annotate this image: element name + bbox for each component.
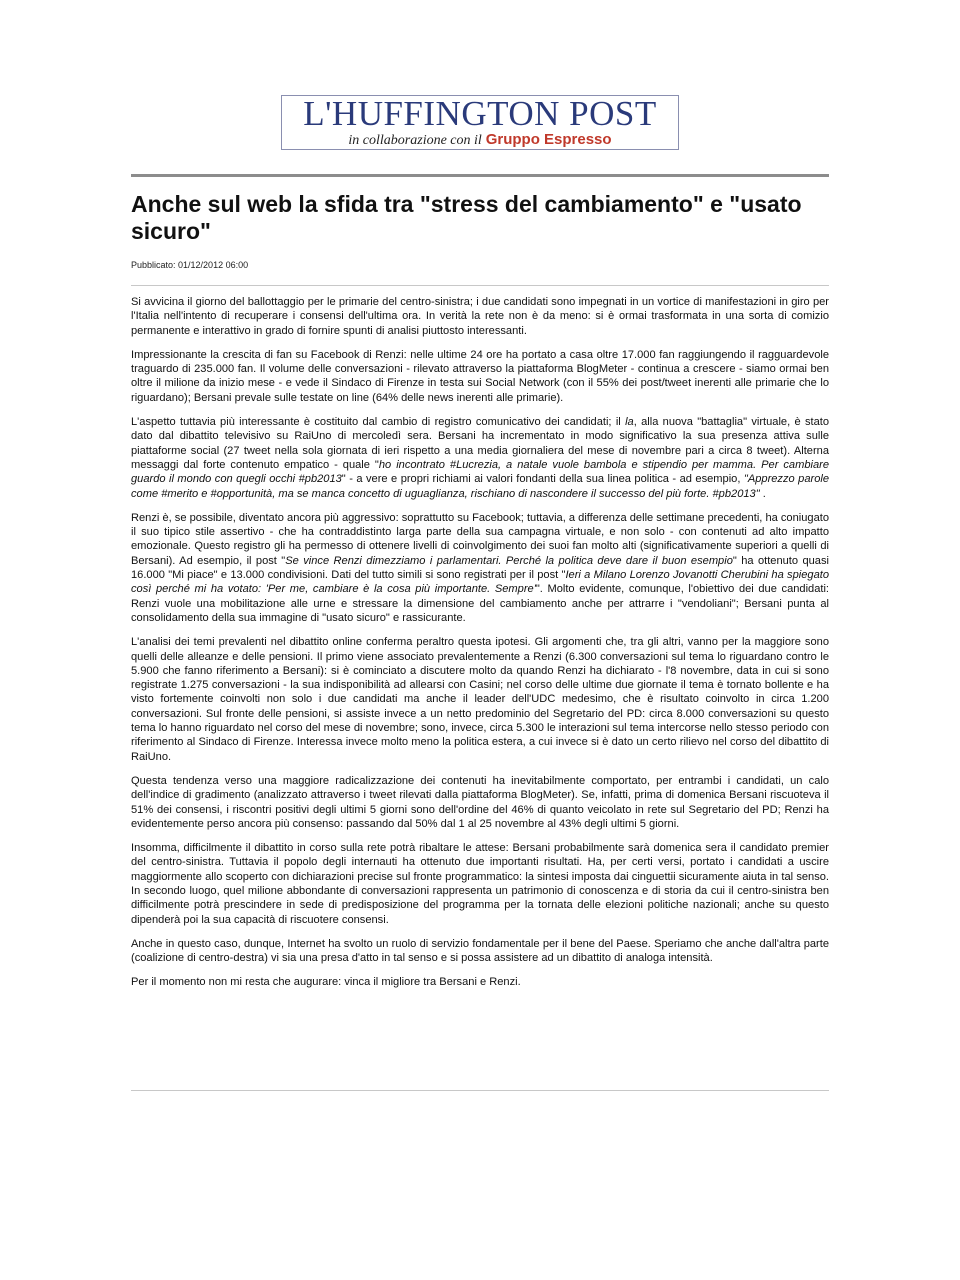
paragraph-3-text-b: , alla nuova "battaglia" virtuale, è stato dato dal dibattito televisivo su RaiUno di mercoledì sera. Bersani ha incrementato in modo significativo la sua presenza attiva sulle piattaforme social (27 tweet nella sola giornata di ieri rispetto a una media giornaliera del mese di novembre pari a circa 8 tweet). Alterna messaggi dal forte contenuto empatico - quale " xyxy=(131,416,829,471)
paragraph-8: Anche in questo caso, dunque, Internet ha svolto un ruolo di servizio fondamentale per il bene del Paese. Speriamo che anche dall'altra parte (coalizione di centro-destra) vi sia una presa d'atto in tal senso e si possa assistere ad un dibattito di analoga intensità. xyxy=(131,937,829,965)
paragraph-4-text-a: Renzi è, se possibile, diventato ancora più aggressivo: soprattutto su Facebook; tuttavia, a differenza delle settimane precedenti, ha coniugato il suo tipico stile assertivo - che ha contraddistinto larga parte della sua campagna virtuale, e non solo - con contenuti ad alto impatto emozionale. Questo registro gli ha permesso di ottenere livelli di coinvolgimento dei suoi fan molto alti (significativamente superiori a quelli di Bersani). Ad esempio, il post " xyxy=(131,511,829,567)
masthead-name: L'HUFFINGTON POST xyxy=(303,94,657,133)
paragraph-4-text-b: " ha ottenuto quasi 16.000 "Mi piace" e 13.000 condivisioni. Dati del tutto simili si sono registrati per il post " xyxy=(131,554,829,582)
article-title: Anche sul web la sfida tra "stress del cambiamento" e "usato sicuro" xyxy=(131,191,802,244)
masthead-subtitle xyxy=(282,130,678,150)
paragraph-5: L'analisi dei temi prevalenti nel dibattito online conferma peraltro questa ipotesi. Gli argomenti che, tra gli altri, vanno per la maggiore sono quelli delle alleanze e delle pensioni. Il primo viene associato prevalentemente a Renzi (6.300 conversazioni sul tema lo riguardano contro le 5.900 che fanno riferimento a Bersani): si è cominciato a discutere molto da quando Renzi ha dichiarato - l'8 novembre, data in cui si sono registrate 1.275 conversazioni - la sua indisponibilità ad allearsi con Casini; nel corso delle ultime due giornate il tema è tornato bollente e ha visto fortemente coinvolti non solo i due candidati ma anche il leader dell'UDC medesimo, che è risultato coinvolto in circa 1.200 conversazioni. Sul fronte delle pensioni, si assiste invece a un netto predominio del Segretario del PD: circa 8.000 conversazioni su questo tema lo hanno riguardato nel corso del mese di novembre; sono, invece, circa 5.300 le interazioni sul tema intercorse nello stesso periodo con riferimento al Sindaco di Firenze. Interessa invece molto meno la politica estera, a cui invece si è dato un certo rilievo nel corso del dibattito di RaiUno. xyxy=(131,636,829,763)
paragraph-3-italic-la: la xyxy=(625,416,634,429)
masthead-logo xyxy=(281,95,679,150)
paragraph-3 xyxy=(131,415,829,501)
paragraph-3-text-a: L'aspetto tuttavia più interessante è costituito dal cambio di registro comunicativo dei candidati; il xyxy=(131,416,626,429)
header-divider xyxy=(131,285,829,286)
paragraph-4-quote-2: Ieri a Milano Lorenzo Jovanotti Cherubini ha spiegato così perché mi ha votato: 'Per me, cambiare è la cosa più importante. Sempre' xyxy=(131,569,829,596)
paragraph-9: Per il momento non mi resta che augurare: vinca il migliore tra Bersani e Renzi. xyxy=(131,976,521,989)
paragraph-4-text-c: ". Molto evidente, comunque, l'obiettivo dei due candidati: Renzi vuole una mobilitazione alle urne e stressare la dimensione del cambiamento anche per attrarre i "vendoliani"; Bersani punta al consolidamento della sua immagine di "usato sicuro" e rassicurante. xyxy=(131,583,830,624)
paragraph-6: Questa tendenza verso una maggiore radicalizzazione dei contenuti ha inevitabilmente comportato, per entrambi i candidati, un calo dell'indice di gradimento (analizzato attraverso i tweet rilevati dalla piattaforma BlogMeter). Se, infatti, prima di domenica Bersani riscuoteva il 51% dei consensi, i riscontri positivi degli ultimi 5 giorni sono dell'ordine del 46% di quanto veicolato in rete sul Segretario del PD; Renzi ha evidentemente perso ancora più consenso: passando dal 50% dal 1 al 25 novembre al 43% degli ultimi 5 giorni. xyxy=(131,774,829,830)
top-divider xyxy=(131,174,829,177)
masthead-collab: in collaborazione con il xyxy=(348,133,482,148)
paragraph-3-text-c: " - a vere e propri richiami ai valori fondanti della sua linea politica - ad esempio, xyxy=(341,473,744,486)
paragraph-2: Impressionante la crescita di fan su Facebook di Renzi: nelle ultime 24 ore ha portato a casa oltre 17.000 fan raggiungendo il ragguardevole traguardo di 235.000 fan. Il volume delle conversazioni - rilevato attraverso la piattaforma BlogMeter - continua a crescere - siamo ormai ben oltre il milione da inizio mese - e vede il Sindaco di Firenze in testa sui Social Network (con il 55% dei post/tweet inerenti alle primarie che lo riguardano); Bersani prevale sulle testate on line (64% delle news inerenti alle primarie). xyxy=(131,348,829,404)
paragraph-1: Si avvicina il giorno del ballottaggio per le primarie del centro-sinistra; i due candidati sono impegnati in un vortice di manifestazioni in giro per l'Italia nell'intento di recuperare i consensi dell'ultima ora. In verità la rete non è da meno: si è ormai trasformata in una sorta di comizio permanente e interattivo in grado di fornire spunti di analisi piuttosto interessanti. xyxy=(131,296,829,337)
paragraph-3-text-d: . xyxy=(759,487,766,500)
paragraph-7: Insomma, difficilmente il dibattito in corso sulla rete potrà ribaltare le attese: Bersani probabilmente sarà domenica sera il candidato premier del centro-sinistra. Tuttavia il popolo degli internauti ha ottenuto due importanti risultati. Ha, per certi versi, portato i candidati a uscire maggiormente allo scoperto con dichiarazioni precise sul fronte programmatico: la sintesi imposta dai cinguettii sicuramente aiuta in tal senso. In secondo luogo, quel milione abbondante di conversazioni rappresenta un patrimonio di conoscenza e di storia da cui il centro-sinistra ben difficilmente potrà prescindere in sede di predisposizione del programma per la tornata delle elezioni politiche nazionali; anche su questo dipenderà poi la sua capacità di riscuotere consensi. xyxy=(131,842,829,926)
paragraph-4 xyxy=(131,511,829,625)
bottom-divider xyxy=(131,1090,829,1091)
masthead-brand: Gruppo Espresso xyxy=(485,131,612,148)
article-body xyxy=(131,295,829,990)
paragraph-3-quote-2: "Apprezzo parole come #merito e #opportunità, ma se manca concetto di uguaglianza, rischiano di nascondere il successo del più forte. #pb2013" xyxy=(131,473,830,500)
paragraph-4-quote-1: Se vince Renzi dimezziamo i parlamentari. Perché la politica deve dare il buon esempio xyxy=(285,554,733,567)
paragraph-3-quote-1: ho incontrato #Lucrezia, a natale vuole bambola e stipendio per mamma. Per cambiare guardo il mondo con quegli occhi #pb2013 xyxy=(131,458,829,486)
publish-date: Pubblicato: 01/12/2012 06:00 xyxy=(131,260,249,270)
